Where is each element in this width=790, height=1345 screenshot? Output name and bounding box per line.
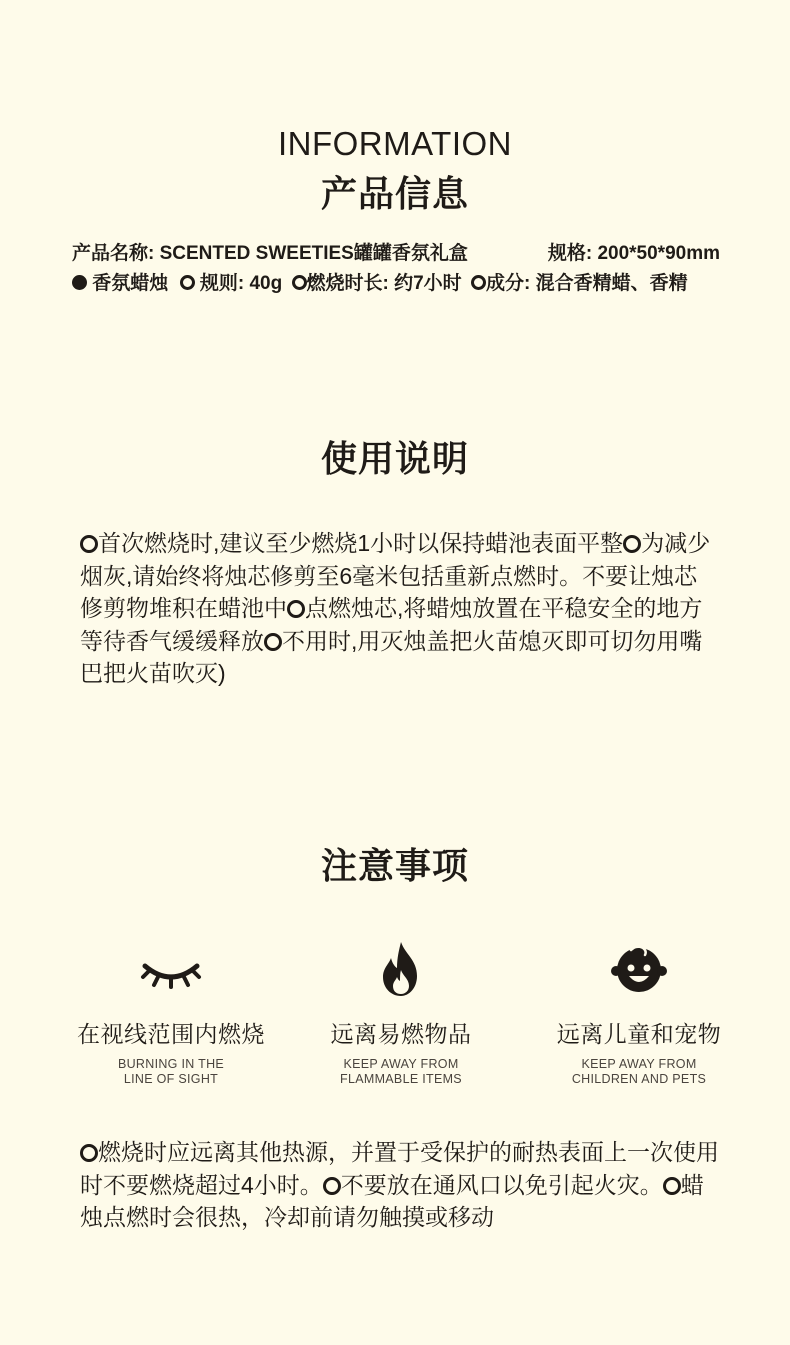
caution-item-children xyxy=(519,940,759,1087)
hollow-bullet-icon xyxy=(471,275,486,290)
usage-paragraph xyxy=(80,527,720,690)
hollow-bullet-icon xyxy=(287,600,305,618)
usage-step-1: 首次燃烧时,建议至少燃烧1小时以保持蜡池表面平整 xyxy=(98,530,624,556)
product-name: 产品名称: SCENTED SWEETIES罐罐香氛礼盒 xyxy=(72,243,468,264)
usage-step-3: 点燃烛芯,将蜡烛放置在平稳安全的地方等待香气缓缓释放 xyxy=(80,595,703,654)
hollow-bullet-icon xyxy=(323,1177,341,1195)
flame-icon xyxy=(369,940,433,998)
ingredients: 成分: 混合香精蜡、香精 xyxy=(485,273,688,294)
caution-label-cn: 远离儿童和宠物 xyxy=(556,1021,722,1047)
usage-step-2: 为减少烟灰,请始终将烛芯修剪至6毫米包括重新点燃时。不要让烛芯修剪物堆积在蜡池中 xyxy=(80,530,711,621)
hollow-bullet-icon xyxy=(663,1177,681,1195)
caution-title: 注意事项 xyxy=(320,845,469,886)
hollow-bullet-icon xyxy=(80,1144,98,1162)
caution-item-sight xyxy=(51,940,291,1087)
eye-closed-icon xyxy=(139,940,203,998)
burn-time: 燃烧时长: 约7小时 xyxy=(306,273,462,294)
info-title-cn: 产品信息 xyxy=(320,173,469,214)
info-row-details xyxy=(72,268,720,295)
filled-bullet-icon xyxy=(72,275,87,290)
caution-label-en xyxy=(519,1057,759,1087)
caution-label-en-line: LINE OF SIGHT xyxy=(123,1072,219,1086)
hollow-bullet-icon xyxy=(623,535,641,553)
hollow-bullet-icon xyxy=(180,275,195,290)
caution-note-1: 燃烧时应远离其他热源，并置于受保护的耐热表面上一次使用时不要燃烧超过4小时。 xyxy=(80,1139,719,1198)
caution-label-en-line: CHILDREN AND PETS xyxy=(571,1072,707,1086)
product-spec: 规格: 200*50*90mm xyxy=(547,243,720,264)
caution-label-en-line: BURNING IN THE xyxy=(117,1057,225,1071)
hollow-bullet-icon xyxy=(80,535,98,553)
hollow-bullet-icon xyxy=(292,275,307,290)
info-row-name xyxy=(72,238,720,265)
product-weight: 规则: 40g xyxy=(199,273,283,294)
caution-label-en xyxy=(281,1057,521,1087)
caution-label-cn: 远离易燃物品 xyxy=(330,1021,472,1047)
caution-label-en-line: FLAMMABLE ITEMS xyxy=(340,1072,462,1086)
caution-note-2: 不要放在通风口以免引起火灾。 xyxy=(340,1171,663,1198)
caution-label-cn: 在视线范围内燃烧 xyxy=(77,1021,265,1047)
product-type: 香氛蜡烛 xyxy=(92,273,169,294)
caution-paragraph xyxy=(80,1136,720,1234)
hollow-bullet-icon xyxy=(264,633,282,651)
child-face-icon xyxy=(607,940,671,998)
caution-label-en-line: KEEP AWAY FROM xyxy=(343,1057,459,1071)
info-title-en: INFORMATION xyxy=(277,125,513,162)
caution-label-en xyxy=(51,1057,291,1087)
caution-label-en-line: KEEP AWAY FROM xyxy=(581,1057,697,1071)
usage-title: 使用说明 xyxy=(320,438,469,479)
caution-note-3: 蜡烛点燃时会很热，冷却前请勿触摸或移动 xyxy=(80,1171,704,1230)
usage-step-4: 不用时,用灭烛盖把火苗熄灭即可切勿用嘴巴把火苗吹灭) xyxy=(80,627,703,686)
caution-item-flammable xyxy=(281,940,521,1087)
